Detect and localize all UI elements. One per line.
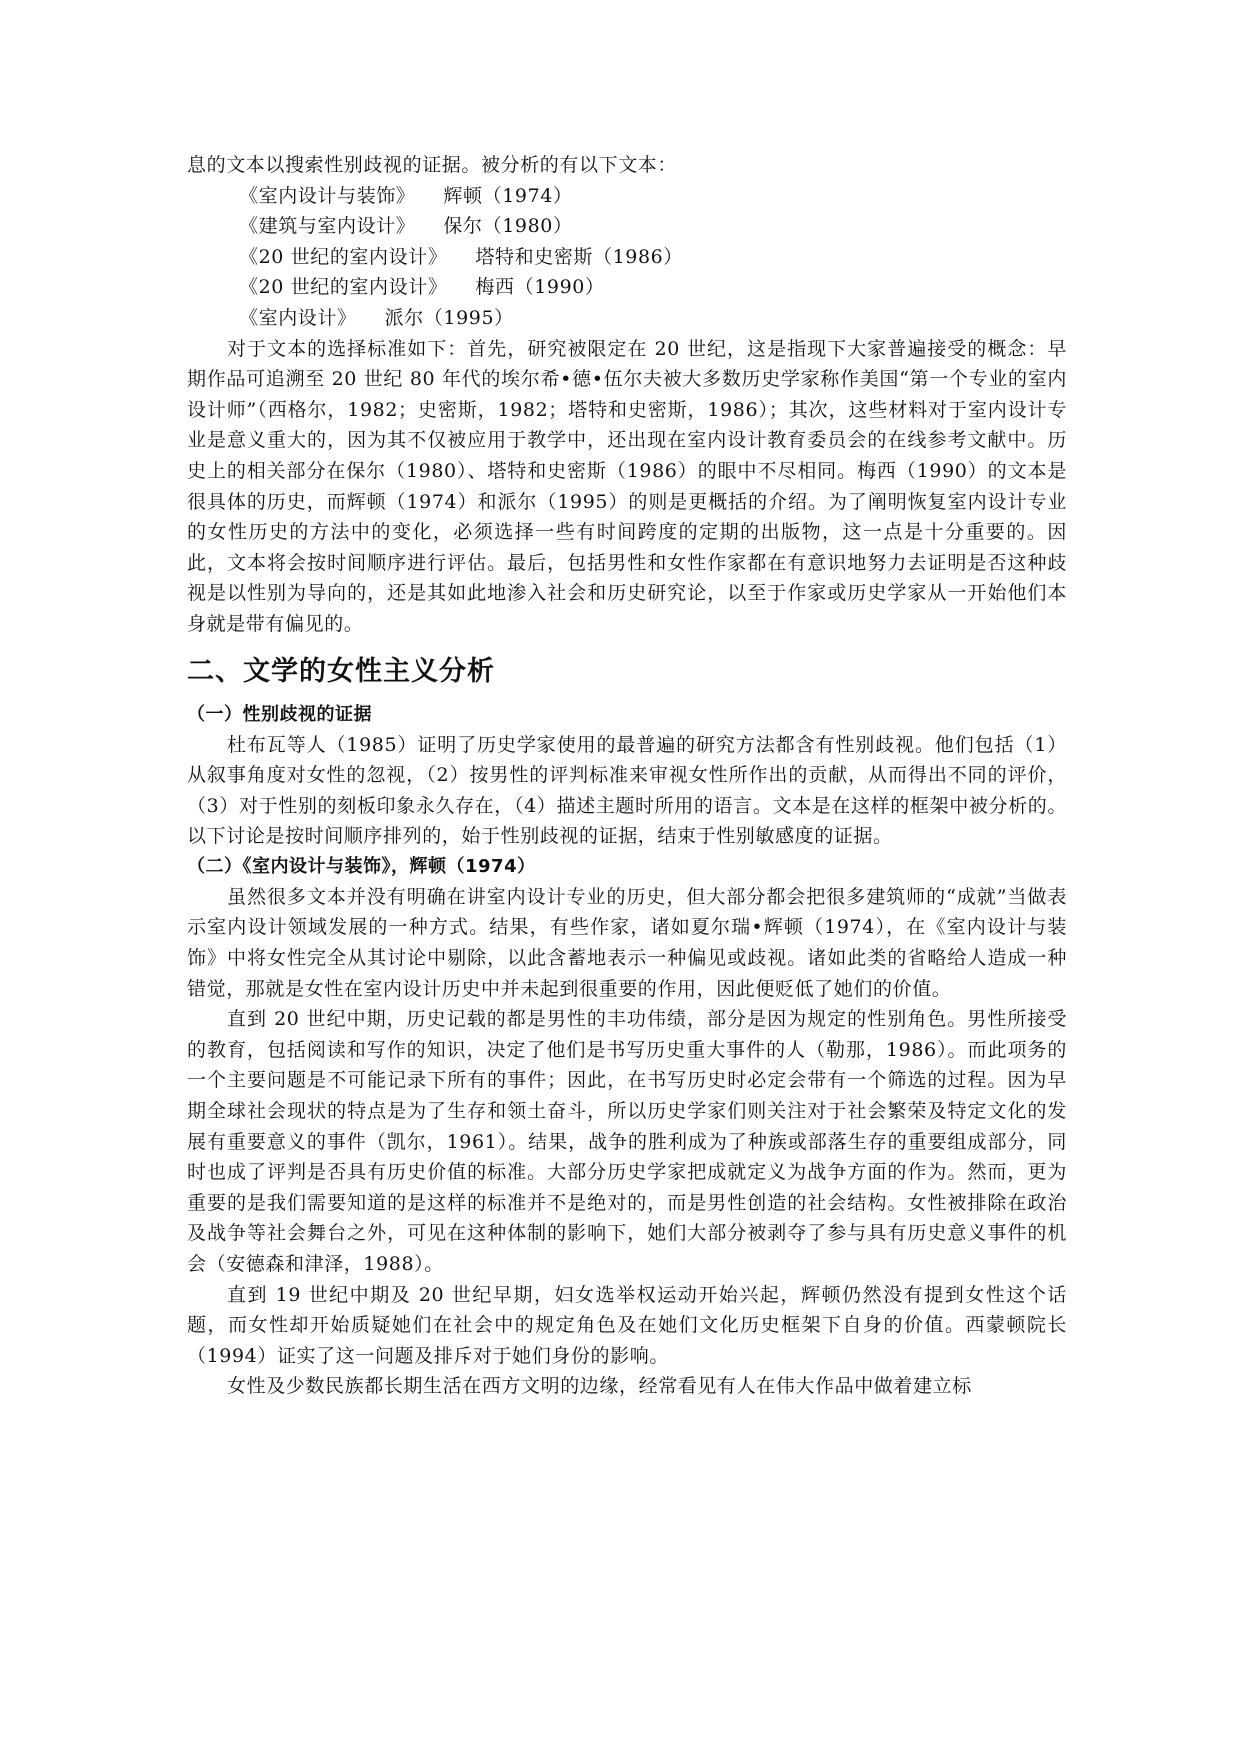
book-author: 派尔（1995） [384, 306, 514, 329]
book-list [187, 181, 1067, 334]
book-author: 保尔（1980） [443, 215, 573, 238]
body-paragraph: 杜布瓦等人（1985）证明了历史学家使用的最普遍的研究方法都含有性别歧视。他们包括（1）从叙事角度对女性的忽视，（2）按男性的评判标准来审视女性所作出的贡献，从而得出不同的评价，（3）对于性别的刻板印象永久存在，（4）描述主题时所用的语言。文本是在这样的框架中被分析的。以下讨论是按时间顺序排列的，始于性别歧视的证据，结束于性别敏感度的证据。 [187, 733, 1067, 848]
book-author: 辉顿（1974） [443, 184, 573, 207]
book-title: 《室内设计》 [239, 306, 357, 329]
criteria-paragraph: 对于文本的选择标准如下：首先，研究被限定在 20 世纪，这是指现下大家普遍接受的概念：早期作品可追溯至 20 世纪 80 年代的埃尔希•德•伍尔夫被大多数历史学家称作美国“第一个专业的室内设计师”（西格尔，1982；史密斯，1982；塔特和史密斯，1986）；其次，这些材料对于室内设计专业是意义重大的，因为其不仅被应用于教学中，还出现在室内设计教育委员会的在线参考文献中。历史上的相关部分在保尔（1980）、塔特和史密斯（1986）的眼中不尽相同。梅西（1990）的文本是很具体的历史，而辉顿（1974）和派尔（1995）的则是更概括的介绍。为了阐明恢复室内设计专业的女性历史的方法中的变化，必须选择一些有时间跨度的定期的出版物，这一点是十分重要的。因此，文本将会按时间顺序进行评估。最后，包括男性和女性作家都在有意识地努力去证明是否这种歧视是以性别为导向的，还是其如此地渗入社会和历史研究论，以至于作家或历史学家从一开始他们本身就是带有偏见的。 [187, 337, 1067, 635]
body-paragraph: 直到 20 世纪中期，历史记载的都是男性的丰功伟绩，部分是因为规定的性别角色。男性所接受的教育，包括阅读和写作的知识，决定了他们是书写历史重大事件的人（勒那，1986）。而此项务的一个主要问题是不可能记录下所有的事件；因此，在书写历史时必定会带有一个筛选的过程。因为早期全球社会现状的特点是为了生存和领土奋斗，所以历史学家们则关注对于社会繁荣及特定文化的发展有重要意义的事件（凯尔，1961）。结果，战争的胜利成为了种族或部落生存的重要组成部分，同时也成了评判是否具有历史价值的标准。大部分历史学家把成就定义为战争方面的作为。然而，更为重要的是我们需要知道的是这样的标准并不是绝对的，而是男性创造的社会结构。女性被排除在政治及战争等社会舞台之外，可见在这种体制的影响下，她们大部分被剥夺了参与具有历史意义事件的机会（安德森和津泽，1988）。 [187, 1008, 1067, 1275]
subsection-title: （二）《室内设计与装饰》，辉顿（1974） [187, 855, 536, 877]
body-paragraph: 虽然很多文本并没有明确在讲室内设计专业的历史，但大部分都会把很多建筑师的“成就”当做表示室内设计领域发展的一种方式。结果，有些作家，诸如夏尔瑞•辉顿（1974），在《室内设计与装饰》中将女性完全从其讨论中剔除，以此含蓄地表示一种偏见或歧视。诸如此类的省略给人造成一种错觉，那就是女性在室内设计历史中并未起到很重要的作用，因此便贬低了她们的价值。 [187, 885, 1067, 1000]
book-title: 《室内设计与装饰》 [239, 184, 416, 207]
intro-line: 息的文本以搜索性别歧视的证据。被分析的有以下文本： [187, 154, 678, 176]
book-title: 《20 世纪的室内设计》 [239, 276, 448, 299]
book-title: 《建筑与室内设计》 [239, 215, 416, 238]
book-item [187, 181, 1067, 212]
book-item [187, 242, 1067, 273]
book-item [187, 272, 1067, 303]
book-author: 塔特和史密斯（1986） [475, 245, 683, 268]
book-title: 《20 世纪的室内设计》 [239, 245, 448, 268]
subsection-title: （一）性别歧视的证据 [187, 703, 372, 725]
book-item [187, 211, 1067, 242]
book-author: 梅西（1990） [475, 276, 605, 299]
section-title: 二、文学的女性主义分析 [187, 655, 495, 687]
body-paragraph: 直到 19 世纪中期及 20 世纪早期，妇女选举权运动开始兴起，辉顿仍然没有提到女性这个话题，而女性却开始质疑她们在社会中的规定角色及在她们文化历史框架下自身的价值。西蒙顿院长（1994）证实了这一问题及排斥对于她们身份的影响。 [187, 1283, 1067, 1367]
document-page [187, 150, 1067, 1402]
body-paragraph: 女性及少数民族都长期生活在西方文明的边缘，经常看见有人在伟大作品中做着建立标 [227, 1375, 972, 1398]
book-item [187, 303, 1067, 334]
